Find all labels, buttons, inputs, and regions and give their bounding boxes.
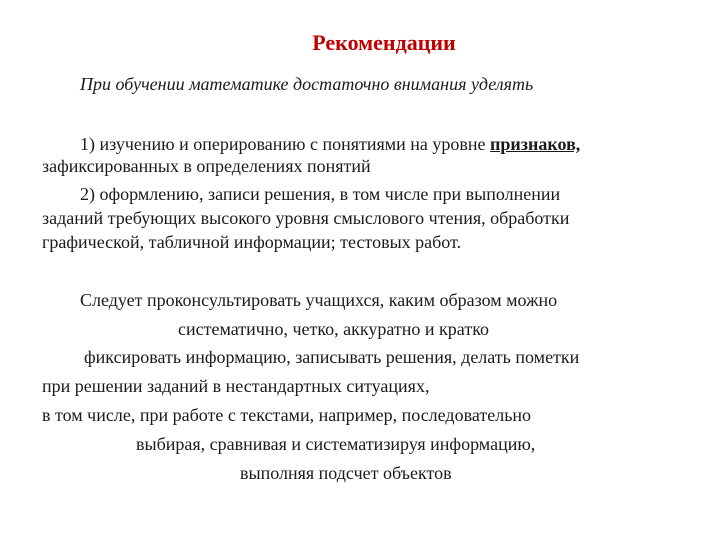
advice-line7: выполняя подсчет объектов xyxy=(240,463,452,483)
slide-title: Рекомендации xyxy=(312,30,456,55)
advice-line1: Следует проконсультировать учащихся, каким образом можно xyxy=(80,290,558,310)
advice-line6: выбирая, сравнивая и систематизируя информацию, xyxy=(136,434,536,454)
item1-emphasis: признаков, xyxy=(490,134,581,154)
advice-line2: систематично, четко, аккуратно и кратко xyxy=(178,319,490,339)
item1-line1-prefix: 1) изучению и оперированию с понятиями на уровне xyxy=(80,134,491,154)
advice-line4: при решении заданий в нестандартных ситуациях, xyxy=(42,376,430,396)
item1-line2: зафиксированных в определениях понятий xyxy=(42,156,371,176)
advice-line3: фиксировать информацию, записывать решения, делать пометки xyxy=(84,347,580,367)
item2-line3: графической, табличной информации; тестовых работ. xyxy=(42,232,462,252)
intro-text: При обучении математике достаточно внимания уделять xyxy=(80,74,534,94)
advice-line5: в том числе, при работе с текстами, например, последовательно xyxy=(42,405,532,425)
item2-line1: 2) оформлению, записи решения, в том числе при выполнении xyxy=(80,184,561,204)
item2-line2: заданий требующих высокого уровня смыслового чтения, обработки xyxy=(42,208,570,228)
item1-line1 xyxy=(80,133,580,155)
